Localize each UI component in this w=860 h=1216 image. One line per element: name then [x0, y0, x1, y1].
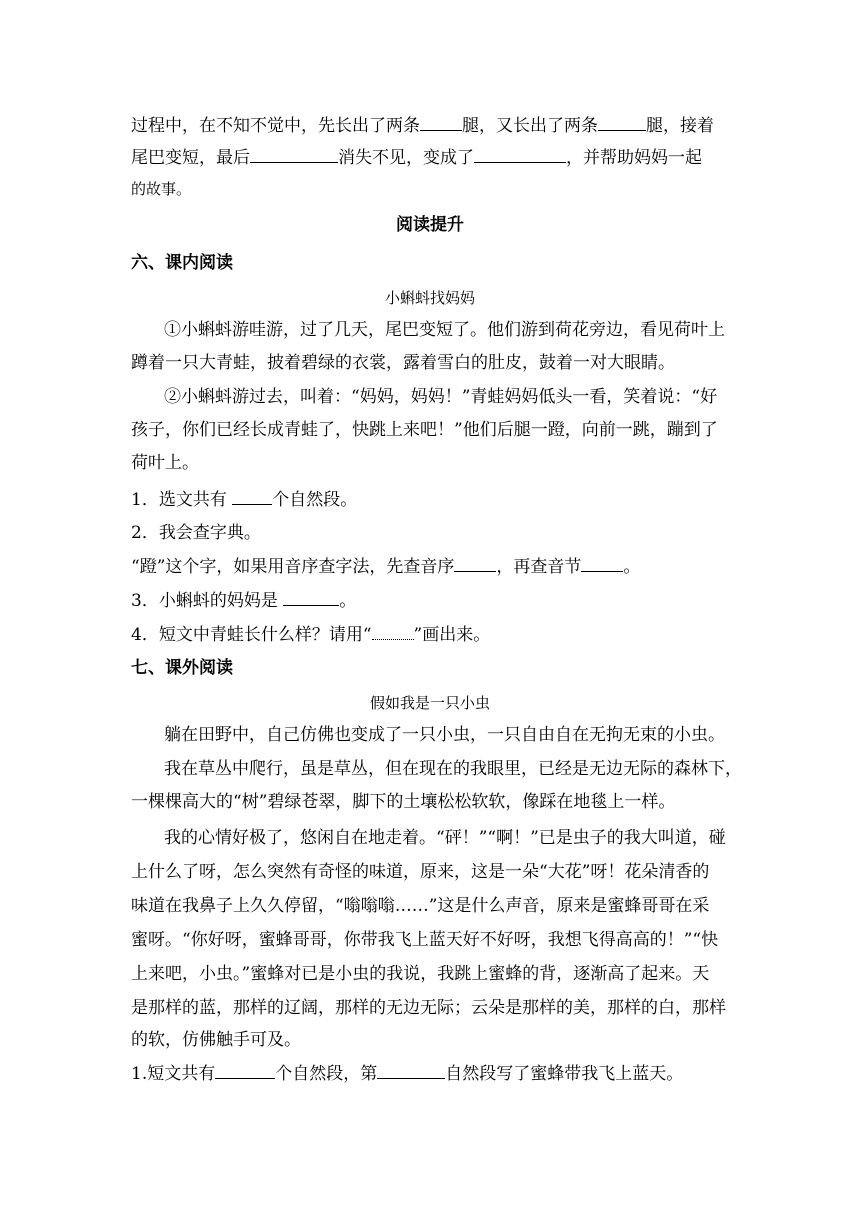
fill-blank[interactable] — [420, 113, 462, 131]
passage-line: 味道在我鼻子上久久停留，“嗡嗡嗡……”这是什么声音，原来是蜜蜂哥哥在采 — [131, 896, 710, 916]
fill-blank[interactable] — [232, 487, 272, 505]
passage-line: 蹲着一只大青蛙，披着碧绿的衣裳，露着雪白的肚皮，鼓着一对大眼睛。 — [131, 353, 675, 373]
text-line: 的故事。 — [131, 180, 192, 198]
part6-heading: 六、课内阅读 — [131, 253, 233, 273]
part7-heading: 七、课外阅读 — [131, 658, 233, 678]
fill-blank[interactable] — [474, 145, 566, 163]
passage-line: 上什么了呀，怎么突然有奇怪的味道，原来，这是一朵“大花”呀！花朵清香的 — [131, 862, 710, 882]
fill-blank[interactable] — [454, 554, 496, 572]
passage-line: ①小蝌蚪游哇游，过了几天，尾巴变短了。他们游到荷花旁边，看见荷叶上 — [164, 320, 725, 340]
question-1: 1.短文共有 个自然段，第 自然段写了蜜蜂带我飞上蓝天。 — [131, 1061, 683, 1086]
passage-line: 一棵棵高大的“树”碧绿苍翠，脚下的土壤松松软软，像踩在地毯上一样。 — [131, 792, 676, 812]
passage-line: 躺在田野中，自己仿佛也变成了一只小虫，一只自由自在无拘无束的小虫。 — [164, 725, 725, 745]
text-line: 尾巴变短，最后 消失不见，变成了 ，并帮助妈妈一起 — [131, 145, 702, 170]
passage-line: 我的心情好极了，悠闲自在地走着。“砰！”“啊！”已是虫子的我大叫道，碰 — [164, 828, 726, 848]
passage-line: 荷叶上。 — [131, 453, 199, 473]
fill-blank[interactable] — [250, 145, 338, 163]
fill-blank[interactable] — [581, 554, 623, 572]
fill-blank[interactable] — [283, 588, 339, 606]
passage-line: 孩子，你们已经长成青蛙了，快跳上来吧！”他们后腿一蹬，向前一跳，蹦到了 — [131, 420, 718, 440]
question-4: 4．短文中青蛙长什么样？请用“ ”画出来。 — [131, 622, 490, 647]
fill-blank[interactable] — [215, 1061, 275, 1079]
passage-line: 蜜呀。“你好呀，蜜蜂哥哥，你带我飞上蓝天好不好呀，我想飞得高高的！”“快 — [131, 930, 719, 950]
question-1: 1．选文共有 个自然段。 — [131, 487, 357, 512]
underline-sample — [372, 622, 414, 640]
passage-line: 是那样的蓝，那样的辽阔，那样的无边无际；云朵是那样的美，那样的白，那样 — [131, 998, 726, 1018]
passage-line: 我在草丛中爬行，虽是草丛，但在现在的我眼里，已经是无边无际的森林下， — [164, 759, 742, 779]
question-3: 3．小蝌蚪的妈妈是 。 — [131, 588, 356, 613]
fill-blank[interactable] — [598, 113, 646, 131]
text-line: 过程中，在不知不觉中，先长出了两条 腿，又长出了两条 腿，接着 — [131, 113, 714, 138]
passage-line: ②小蝌蚪游过去，叫着：“妈妈，妈妈！”青蛙妈妈低头一看，笑着说：“好 — [164, 387, 718, 407]
passage-line: 的软，仿佛触手可及。 — [131, 1030, 301, 1050]
passage-title: 假如我是一只小虫 — [369, 694, 490, 712]
question-2: 2．我会查字典。 — [131, 523, 261, 543]
passage-line: 上来吧，小虫。”蜜蜂对已是小虫的我说，我跳上蜜蜂的背，逐渐高了起来。天 — [131, 964, 710, 984]
passage-title: 小蝌蚪找妈妈 — [384, 289, 475, 307]
section-title: 阅读提升 — [396, 215, 464, 235]
question-2-sub: “蹬”这个字，如果用音序查字法，先查音序 ，再查音节 。 — [131, 554, 640, 579]
fill-blank[interactable] — [377, 1061, 445, 1079]
